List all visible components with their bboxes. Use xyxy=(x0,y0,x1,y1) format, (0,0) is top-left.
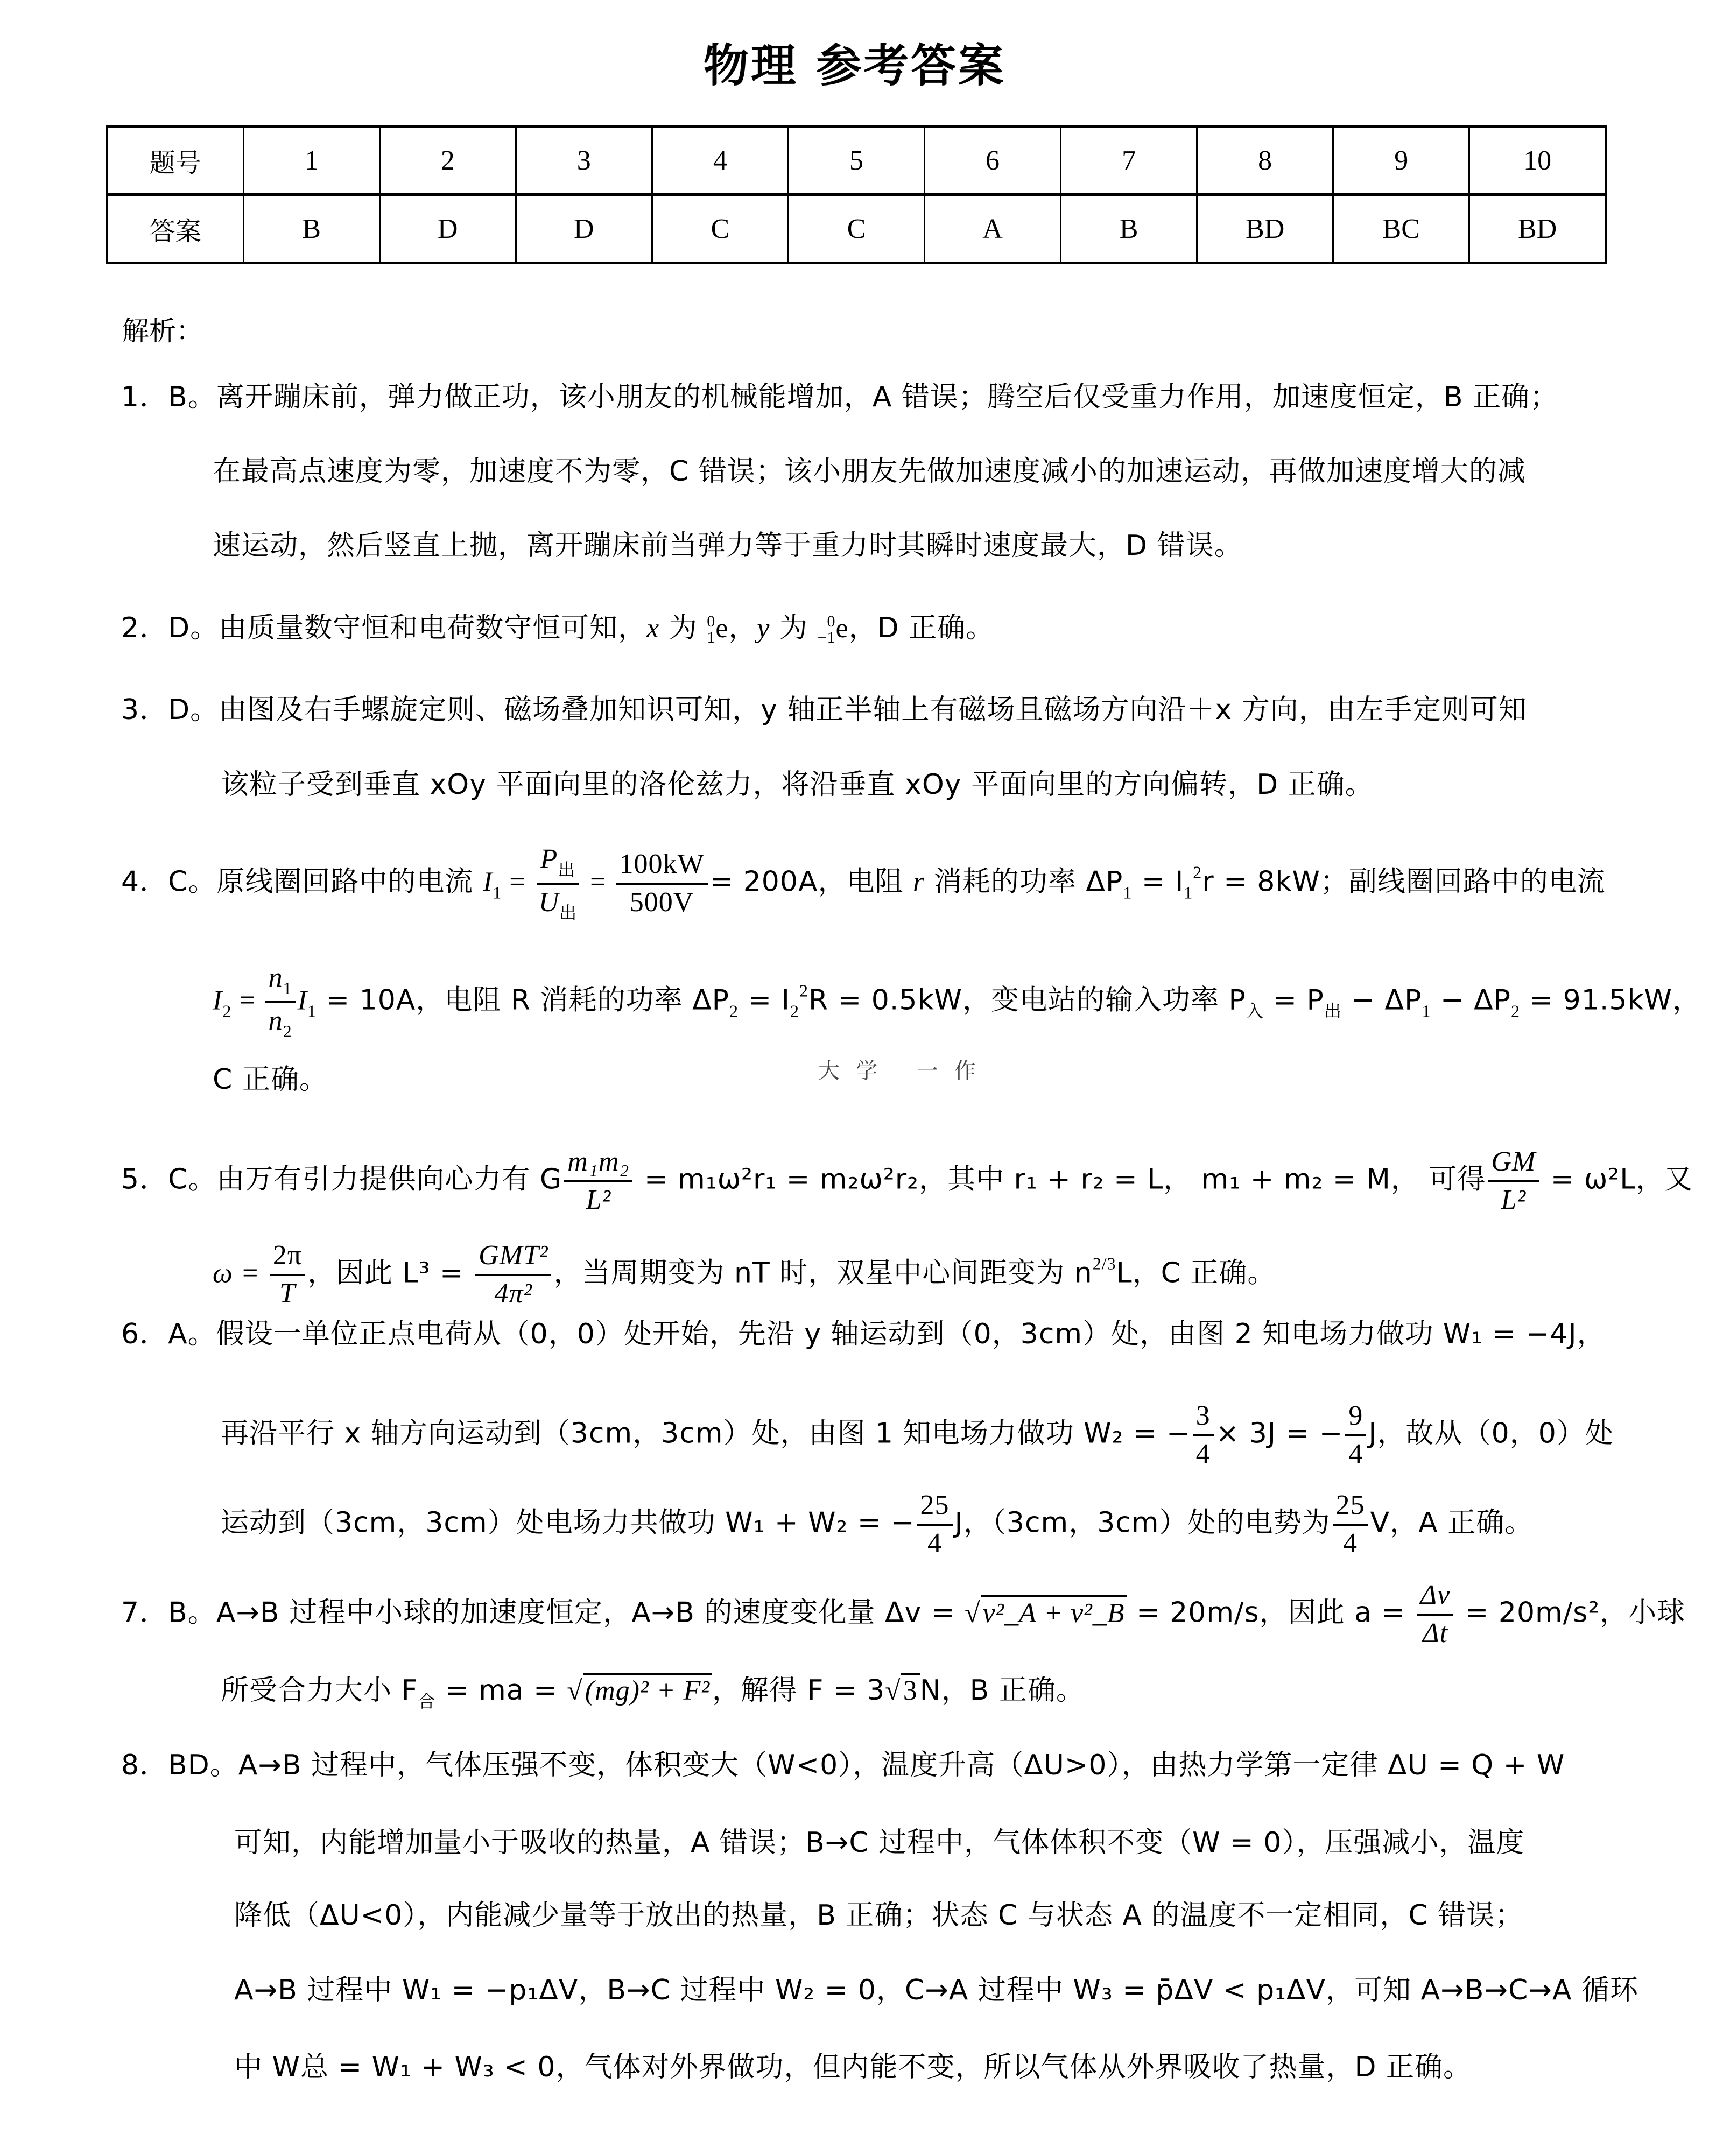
mass-number: 0 xyxy=(707,612,716,630)
denominator: T xyxy=(279,1278,296,1309)
radicand: (mg)² + F² xyxy=(583,1673,712,1705)
answer-cell: C xyxy=(788,195,924,263)
q7-text: 所受合力大小 F xyxy=(221,1674,418,1707)
q6-text: 再沿平行 x 轴方向运动到（3cm，3cm）处，由图 1 知电场力做功 W₂ = − xyxy=(221,1417,1191,1450)
q4-text: = 10A，电阻 R 消耗的功率 ΔP xyxy=(316,984,730,1017)
subscript: 1 xyxy=(1422,1001,1431,1021)
question-number-row xyxy=(107,126,1606,195)
q4-text: = 91.5kW， xyxy=(1520,984,1701,1017)
q1-line-2: 在最高点速度为零，加速度不为零，C 错误；该小朋友先做加速度减小的加速运动，再做加速度增大的减 xyxy=(213,455,1526,488)
q4-line-2: $I_2$ = $\frac{n_1}{n_2}$ $I_1 = 10A$，电阻 R 消耗的功率 $\Delta P_2 = I_2^2R = 0.5kW$，变电站的输入功率 $P_入 = P_出 - \Delta P_1 - \Delta P_2 = 91.5kW$， xyxy=(213,962,1701,1041)
q8-line-2: 可知，内能增加量小于吸收的热量，A 错误；B→C 过程中，气体体积不变（W = 0），压强减小，温度 xyxy=(234,1827,1525,1859)
row-header-answer: 答案 xyxy=(107,195,243,263)
q4-fraction-power-over-voltage xyxy=(536,845,581,922)
q6-line-2 xyxy=(221,1401,1614,1469)
q5-fraction-l-cubed xyxy=(475,1241,551,1308)
q3-line-1: 3．D。由图及右手螺旋定则、磁场叠加知识可知，y 轴正半轴上有磁场且磁场方向沿＋x 方向，由左手定则可知 xyxy=(121,694,1527,726)
numerator: GMT² xyxy=(475,1241,551,1276)
q7-sqrt-velocity: √v²_A + v²_B xyxy=(965,1595,1127,1627)
q6-text: × 3J = − xyxy=(1215,1417,1344,1450)
q6-fraction xyxy=(1193,1401,1214,1469)
subscript: 合 xyxy=(418,1692,436,1711)
subscript: 1 xyxy=(1123,883,1133,903)
subscript: 1 xyxy=(493,883,502,903)
answer-cell: D xyxy=(379,195,516,263)
charge-number: 1 xyxy=(707,629,716,646)
q5-fraction-gravity xyxy=(564,1147,632,1215)
q5-line-2 xyxy=(213,1241,1276,1308)
question-number-cell: 9 xyxy=(1333,126,1469,195)
q2-symbol-e: e xyxy=(715,613,729,644)
q4-text: 4．C。原线圈回路中的电流 xyxy=(121,865,483,898)
answer-cell: C xyxy=(652,195,788,263)
answer-cell: D xyxy=(516,195,652,263)
answer-cell: BD xyxy=(1197,195,1333,263)
q2-positron-nuclide xyxy=(707,614,715,646)
q2-text: 为 xyxy=(770,612,818,644)
watermark-fragment: 大学 一作 xyxy=(818,1059,992,1083)
subscript: 2 xyxy=(222,1001,232,1021)
answer-table xyxy=(106,125,1607,264)
question-number-cell: 2 xyxy=(379,126,516,195)
subscript: 出 xyxy=(559,903,578,922)
q4-line-1: 4．C。原线圈回路中的电流 $I_1$ = $\frac{P_出}{U_出}$ = $\frac{100kW}{500V}$ = 200A，电阻 r 消耗的功率 $\Delta P_1 = I_1^2r = 8kW$；副线圈回路中的电流 xyxy=(121,844,1606,922)
radicand: v²_A + v²_B xyxy=(981,1595,1127,1627)
denominator: n xyxy=(268,1005,283,1036)
numerator: 25 xyxy=(917,1491,953,1526)
q7-text: = 20m/s，因此 a = xyxy=(1127,1596,1415,1629)
q7-text: 7．B。A→B 过程中小球的加速度恒定，A→B 的速度变化量 Δv = xyxy=(121,1596,965,1629)
superscript: 2 xyxy=(799,981,808,1001)
numerator: Δv xyxy=(1417,1581,1454,1616)
denominator: L² xyxy=(1501,1184,1527,1215)
q5-text: ，当周期变为 nT 时，双星中心间距变为 n xyxy=(553,1257,1093,1290)
q6-fraction xyxy=(1333,1491,1368,1558)
question-number-cell: 7 xyxy=(1061,126,1197,195)
subscript: 2 xyxy=(729,1001,739,1021)
question-number-cell: 5 xyxy=(788,126,924,195)
q2-var-x: x xyxy=(646,613,660,644)
q4-fraction-values xyxy=(616,850,708,917)
q4-var-r: r xyxy=(913,866,925,898)
q4-var-I1: I xyxy=(297,985,307,1016)
q5-text: = ω²L，又 xyxy=(1541,1163,1693,1196)
q4-var-I2: I xyxy=(213,985,223,1016)
q6-line-1: 6．A。假设一单位正点电荷从（0，0）处开始，先沿 y 轴运动到（0，3cm）处，由图 2 知电场力做功 W₁ = −4J， xyxy=(121,1318,1606,1350)
subscript: 2 xyxy=(1511,1001,1521,1021)
q6-text: J，（3cm，3cm）处的电势为 xyxy=(954,1506,1331,1539)
superscript: 2/3 xyxy=(1092,1253,1116,1273)
q2-text: ， xyxy=(728,612,757,644)
page-title: 物理 参考答案 xyxy=(703,39,1006,92)
q7-text: ，解得 F = 3 xyxy=(712,1674,885,1707)
q7-text: = ma = xyxy=(435,1674,567,1707)
mass-number: 0 xyxy=(827,612,836,630)
subscript: 出 xyxy=(558,860,576,879)
q5-text: 5．C。由万有引力提供向心力有 G xyxy=(121,1163,562,1196)
subscript: 2 xyxy=(283,1021,292,1041)
denominator: 4 xyxy=(1195,1438,1211,1469)
numerator: n xyxy=(268,962,283,993)
answer-row xyxy=(107,195,1606,263)
q6-text: 运动到（3cm，3cm）处电场力共做功 W₁ + W₂ = − xyxy=(221,1506,915,1539)
question-number-cell: 6 xyxy=(924,126,1060,195)
q6-fraction xyxy=(917,1491,953,1558)
question-number-cell: 10 xyxy=(1469,126,1606,195)
q8-line-5: 中 W总 = W₁ + W₃ < 0，气体对外界做功，但内能不变，所以气体从外界吸收了热量，D 正确。 xyxy=(234,2051,1472,2083)
denominator: 4 xyxy=(1343,1527,1358,1559)
subscript: 1 xyxy=(307,1001,317,1021)
q4-text: R = 0.5kW，变电站的输入功率 P xyxy=(808,984,1246,1017)
q4-text: r = 8kW；副线圈回路中的电流 xyxy=(1202,865,1606,898)
q7-text: = 20m/s²，小球 xyxy=(1455,1596,1686,1629)
q6-fraction xyxy=(1345,1401,1366,1469)
numerator: P xyxy=(540,844,558,875)
denominator: 4π² xyxy=(494,1278,533,1309)
q2-text: 为 xyxy=(659,612,707,644)
answer-cell: A xyxy=(924,195,1060,263)
denominator: 4 xyxy=(927,1527,943,1559)
numerator: 25 xyxy=(1333,1491,1368,1526)
q5-text: = m₁ω²r₁ = m₂ω²r₂，其中 r₁ + r₂ = L， m₁ + m₂ = M， 可得 xyxy=(635,1163,1486,1196)
q7-line-2 xyxy=(221,1673,1085,1710)
subscript: 出 xyxy=(1324,1001,1342,1021)
numerator: 100kW xyxy=(616,850,708,885)
q3-line-2: 该粒子受到垂直 xOy 平面向里的洛伦兹力，将沿垂直 xOy 平面向里的方向偏转，D 正确。 xyxy=(221,769,1374,801)
q1-line-3: 速运动，然后竖直上抛，离开蹦床前当弹力等于重力时其瞬时速度最大，D 错误。 xyxy=(213,530,1243,562)
q7-sqrt-three: √3 xyxy=(885,1673,920,1705)
question-number-cell: 1 xyxy=(243,126,379,195)
row-header-question-number: 题号 xyxy=(107,126,243,195)
q7-line-1 xyxy=(121,1581,1685,1648)
subscript: 2 xyxy=(790,1001,799,1021)
q5-text: ω = xyxy=(213,1258,268,1289)
q4-line-3: C 正确。 xyxy=(213,1063,328,1096)
q4-fraction-turns-ratio xyxy=(265,963,296,1040)
q5-fraction-gm xyxy=(1488,1147,1539,1215)
q4-text: 消耗的功率 ΔP xyxy=(924,865,1123,898)
q7-fraction-acceleration xyxy=(1417,1581,1454,1648)
numerator: GM xyxy=(1488,1147,1539,1182)
q8-line-3: 降低（ΔU<0），内能减少量等于放出的热量，B 正确；状态 C 与状态 A 的温度不一定相同，C 错误； xyxy=(234,1899,1524,1932)
q6-text: J，故从（0，0）处 xyxy=(1368,1417,1614,1450)
numerator: 2π xyxy=(270,1241,305,1276)
q4-text: − ΔP xyxy=(1341,984,1422,1017)
denominator: L² xyxy=(586,1184,611,1215)
answer-cell: BD xyxy=(1469,195,1606,263)
q7-text: N，B 正确。 xyxy=(919,1674,1085,1707)
q4-var-I1: I xyxy=(482,866,493,898)
q5-line-1 xyxy=(121,1147,1693,1215)
numerator: 9 xyxy=(1345,1401,1366,1436)
answer-cell: B xyxy=(1061,195,1197,263)
denominator: Δt xyxy=(1422,1617,1448,1648)
q6-line-3 xyxy=(221,1491,1533,1558)
radicand: 3 xyxy=(901,1673,920,1705)
question-number-cell: 3 xyxy=(516,126,652,195)
q2-var-y: y xyxy=(757,613,770,644)
numerator: 3 xyxy=(1193,1401,1214,1436)
denominator: 500V xyxy=(629,886,694,918)
superscript: 2 xyxy=(1193,862,1202,882)
numerator: m₁m₂ xyxy=(564,1147,632,1182)
question-number-cell: 8 xyxy=(1197,126,1333,195)
q1-line-1: 1．B。离开蹦床前，弹力做正功，该小朋友的机械能增加，A 错误；腾空后仅受重力作用，加速度恒定，B 正确； xyxy=(121,381,1559,413)
answer-cell: BC xyxy=(1333,195,1469,263)
q2-text: ，D 正确。 xyxy=(848,612,995,644)
q4-text: − ΔP xyxy=(1431,984,1511,1017)
q4-text: = I xyxy=(1132,865,1184,898)
q2-line-1 xyxy=(121,614,994,646)
subscript: 入 xyxy=(1246,1001,1264,1021)
charge-number: −1 xyxy=(817,629,836,646)
q2-electron-nuclide xyxy=(818,614,836,646)
denominator: U xyxy=(538,886,560,918)
q7-sqrt-force: √(mg)² + F² xyxy=(567,1673,712,1705)
analysis-label: 解析： xyxy=(122,315,203,347)
q4-text: = 200A，电阻 xyxy=(709,865,913,898)
q8-line-1: 8．BD。A→B 过程中，气体压强不变，体积变大（W<0），温度升高（ΔU>0），由热力学第一定律 ΔU = Q + W xyxy=(121,1749,1565,1781)
denominator: 4 xyxy=(1348,1438,1363,1469)
q6-text: V，A 正确。 xyxy=(1370,1506,1534,1539)
question-number-cell: 4 xyxy=(652,126,788,195)
q5-text: L，C 正确。 xyxy=(1116,1257,1276,1290)
answer-cell: B xyxy=(243,195,379,263)
q5-fraction-omega xyxy=(270,1241,305,1308)
q4-text: = I xyxy=(739,984,790,1017)
subscript: 1 xyxy=(1184,883,1193,903)
q8-line-4: A→B 过程中 W₁ = −p₁ΔV，B→C 过程中 W₂ = 0，C→A 过程中 W₃ = p̄ΔV < p₁ΔV，可知 A→B→C→A 循环 xyxy=(234,1974,1638,2006)
q2-text: 2．D。由质量数守恒和电荷数守恒可知， xyxy=(121,612,647,644)
subscript: 1 xyxy=(283,978,292,998)
q2-symbol-e: e xyxy=(835,613,849,644)
q5-text: ，因此 L³ = xyxy=(307,1257,474,1290)
q4-text: = P xyxy=(1263,984,1324,1017)
